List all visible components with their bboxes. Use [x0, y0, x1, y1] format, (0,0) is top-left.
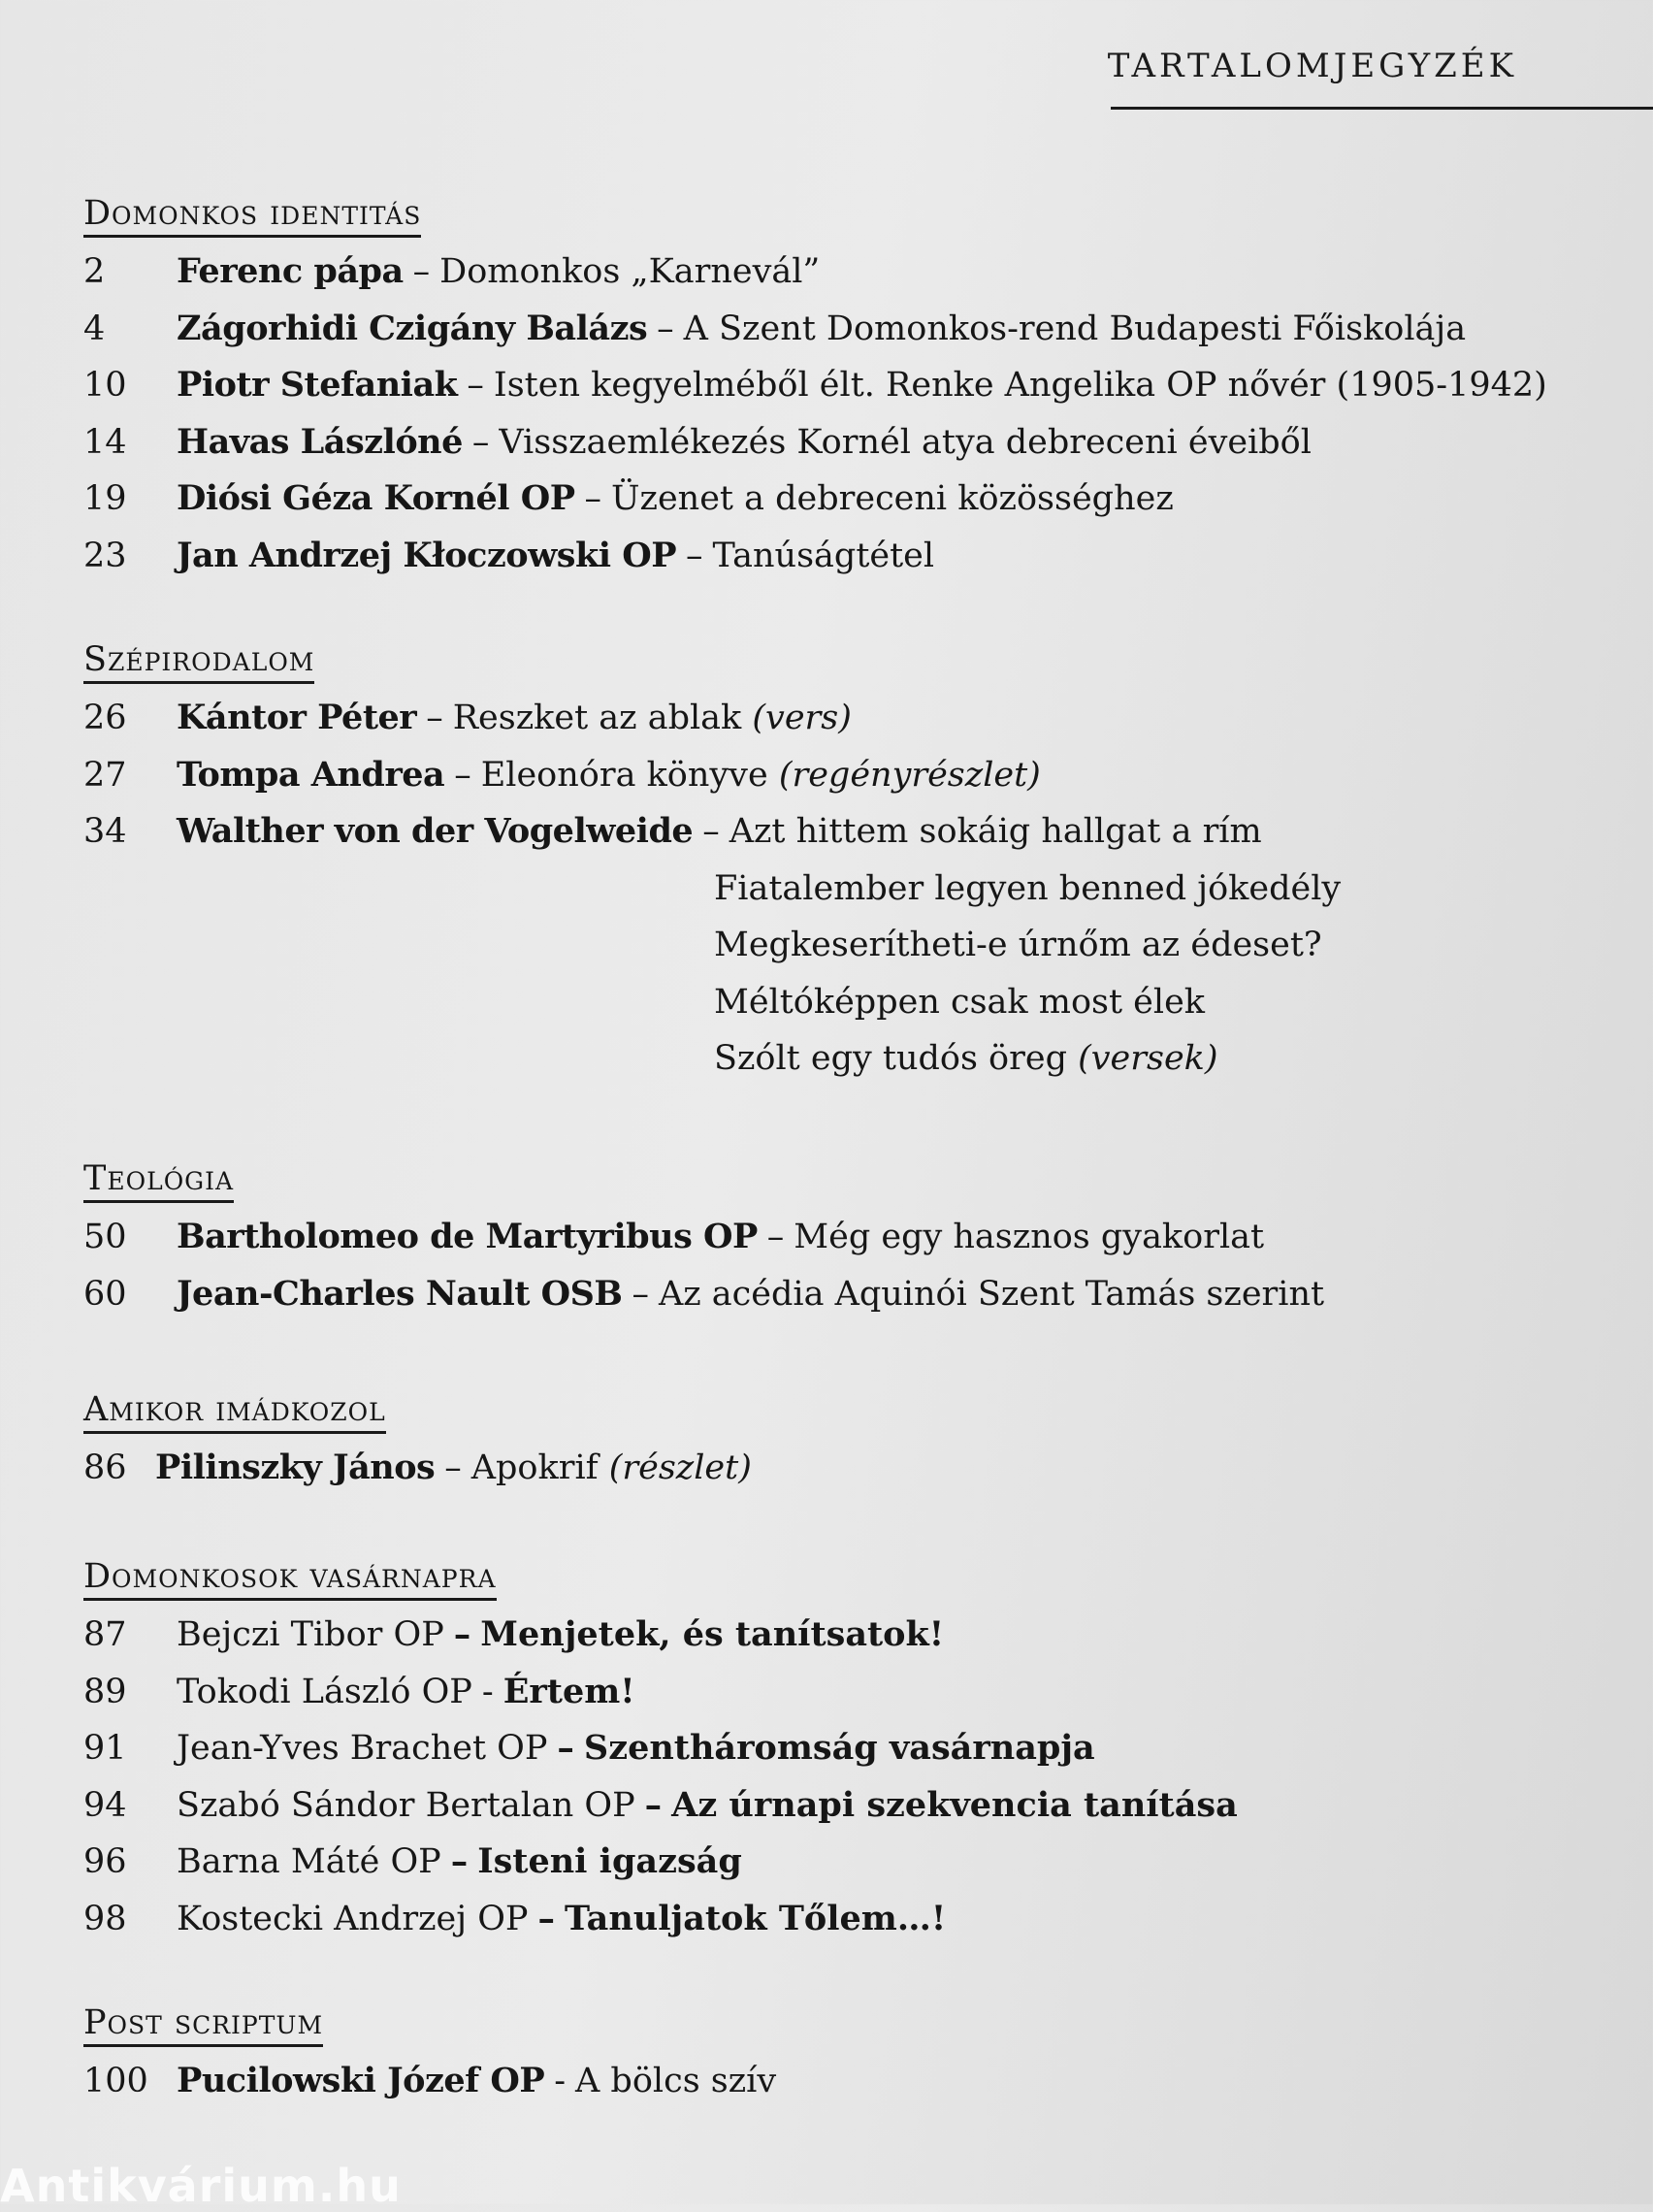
- genre-note: (vers): [752, 699, 852, 737]
- header-rule: [1111, 107, 1653, 110]
- poem-title: Szólt egy tudós öreg: [714, 1039, 1067, 1078]
- separator: –: [453, 1614, 471, 1654]
- author: Kostecki Andrzej OP: [177, 1899, 529, 1938]
- poem-title-line[interactable]: [83, 1030, 1577, 1088]
- article-title: Isteni igazság: [477, 1841, 742, 1881]
- genre-note: (versek): [1078, 1039, 1218, 1078]
- section-title: Szépirodalom: [83, 640, 314, 684]
- separator: –: [467, 366, 484, 405]
- separator: -: [554, 2062, 567, 2100]
- page-number: 10: [83, 366, 127, 405]
- author: Pilinszky János: [155, 1448, 436, 1487]
- toc-entry[interactable]: [83, 1440, 1577, 1497]
- article-title: Eleonóra könyve: [480, 755, 768, 795]
- genre-note: (részlet): [608, 1448, 752, 1487]
- author: Walther von der Vogelweide: [177, 811, 694, 851]
- section-post-scriptum: [83, 2003, 1577, 2110]
- poem-title: Fiatalember legyen benned jókedély: [714, 868, 1342, 908]
- article-title: Szentháromság vasárnapja: [583, 1728, 1095, 1768]
- toc-entry[interactable]: [83, 471, 1577, 528]
- toc-entry[interactable]: [83, 690, 1577, 747]
- separator: –: [412, 252, 431, 291]
- section-title: Domonkos identitás: [83, 194, 421, 238]
- separator: –: [766, 1218, 785, 1256]
- toc-entry[interactable]: [83, 1607, 1577, 1664]
- page-number: 89: [83, 1672, 127, 1711]
- section-teologia: [83, 1159, 1577, 1322]
- author: Diósi Géza Kornél OP: [177, 478, 575, 518]
- genre-note: (regényrészlet): [778, 755, 1041, 795]
- article-title: Azt hittem sokáig hallgat a rím: [729, 812, 1262, 851]
- article-title: Az acédia Aquinói Szent Tamás szerint: [658, 1274, 1325, 1314]
- toc-entry[interactable]: [83, 1209, 1577, 1266]
- toc-entry[interactable]: [83, 2053, 1577, 2110]
- separator: –: [584, 479, 602, 518]
- poem-title-line[interactable]: [83, 917, 1577, 974]
- article-title: Tanúságtétel: [712, 536, 935, 575]
- toc-entry[interactable]: [83, 1664, 1577, 1721]
- section-title: Domonkosok vasárnapra: [83, 1557, 497, 1601]
- author: Tompa Andrea: [177, 754, 445, 795]
- toc-entry[interactable]: [83, 803, 1577, 861]
- section-title: Amikor imádkozol: [83, 1390, 386, 1434]
- author: Jean-Yves Brachet OP: [177, 1729, 548, 1768]
- article-title: Apokrif: [470, 1448, 599, 1487]
- poem-title: Megkeserítheti-e úrnőm az édeset?: [714, 926, 1322, 964]
- page-number: 50: [83, 1218, 127, 1256]
- separator: –: [686, 536, 703, 575]
- article-title: Reszket az ablak: [452, 699, 742, 737]
- page-number: 2: [83, 252, 106, 291]
- separator: –: [644, 1784, 663, 1825]
- watermark: Antikvárium.hu: [0, 2160, 402, 2212]
- page-number: 60: [83, 1274, 127, 1314]
- toc-entry[interactable]: [83, 414, 1577, 472]
- page-number: 98: [83, 1899, 127, 1938]
- section-title: Teológia: [83, 1159, 234, 1203]
- author: Bartholomeo de Martyribus OP: [177, 1217, 758, 1256]
- poem-title-line[interactable]: [83, 861, 1577, 918]
- separator: –: [537, 1898, 555, 1938]
- page-number: 23: [83, 536, 127, 575]
- page-number: 87: [83, 1615, 127, 1654]
- separator: –: [454, 755, 471, 795]
- separator: -: [481, 1672, 494, 1711]
- page-number: 19: [83, 479, 127, 518]
- article-title: Visszaemlékezés Kornél atya debreceni éveiből: [499, 422, 1312, 462]
- page-number: 26: [83, 699, 127, 737]
- toc-entry[interactable]: [83, 244, 1577, 301]
- author: Szabó Sándor Bertalan OP: [177, 1785, 635, 1825]
- section-szepirodalom: [83, 640, 1577, 1088]
- section-title: Post scriptum: [83, 2003, 323, 2047]
- page-number: 91: [83, 1729, 127, 1768]
- author: Barna Máté OP: [177, 1842, 441, 1881]
- poem-title-line[interactable]: [83, 974, 1577, 1031]
- article-title: Isten kegyelméből élt. Renke Angelika OP nővér (1905-1942): [493, 366, 1547, 405]
- author: Kántor Péter: [177, 698, 417, 737]
- separator: –: [444, 1448, 462, 1487]
- running-head: TARTALOMJEGYZÉK: [1107, 47, 1517, 85]
- separator: –: [471, 422, 490, 462]
- article-title: Üzenet a debreceni közösséghez: [611, 479, 1174, 518]
- separator: –: [702, 812, 720, 851]
- article-title: Tanuljatok Tőlem…!: [564, 1898, 947, 1938]
- section-amikor-imadkozol: [83, 1390, 1577, 1497]
- separator: –: [450, 1841, 469, 1881]
- separator: –: [426, 699, 443, 737]
- toc-entry[interactable]: [83, 1720, 1577, 1777]
- author: Bejczi Tibor OP: [177, 1615, 444, 1654]
- section-domonkosok-vasarnapra: [83, 1557, 1577, 1947]
- author: Jan Andrzej Kłoczowski OP: [177, 535, 677, 575]
- article-title: Az úrnapi szekvencia tanítása: [671, 1784, 1238, 1825]
- page-number: 100: [83, 2062, 148, 2100]
- author: Pucilowski Józef OP: [177, 2061, 545, 2100]
- page-number: 27: [83, 755, 127, 795]
- section-domonkos-identitas: [83, 194, 1577, 584]
- toc-entry[interactable]: [83, 1891, 1577, 1948]
- page-number: 96: [83, 1842, 127, 1881]
- separator: –: [557, 1728, 574, 1768]
- page-number: 94: [83, 1785, 127, 1825]
- article-title: Domonkos „Karnevál”: [439, 252, 821, 291]
- toc-entry[interactable]: [83, 528, 1577, 585]
- author: Tokodi László OP: [177, 1672, 472, 1711]
- article-title: Menjetek, és tanítsatok!: [480, 1614, 945, 1654]
- page-number: 4: [83, 309, 106, 348]
- author: Jean-Charles Nault OSB: [177, 1273, 623, 1314]
- author: Havas Lászlóné: [177, 421, 463, 462]
- article-title: A bölcs szív: [575, 2062, 777, 2100]
- article-title: Értem!: [502, 1671, 635, 1711]
- page-number: 34: [83, 812, 127, 851]
- separator: –: [657, 309, 674, 348]
- article-title: A Szent Domonkos-rend Budapesti Főiskolája: [683, 309, 1467, 348]
- poem-title: Méltóképpen csak most élek: [714, 982, 1205, 1022]
- author: Ferenc pápa: [177, 251, 404, 291]
- toc-entry[interactable]: [83, 747, 1577, 804]
- page-number: 86: [83, 1448, 127, 1487]
- toc-entry[interactable]: [83, 301, 1577, 358]
- toc-entry[interactable]: [83, 357, 1577, 414]
- toc-entry[interactable]: [83, 1834, 1577, 1891]
- page-number: 14: [83, 422, 127, 462]
- toc-entry[interactable]: [83, 1266, 1577, 1323]
- toc-entry[interactable]: [83, 1777, 1577, 1835]
- author: Zágorhidi Czigány Balázs: [177, 308, 648, 348]
- article-title: Még egy hasznos gyakorlat: [794, 1218, 1265, 1256]
- separator: –: [632, 1274, 649, 1314]
- author: Piotr Stefaniak: [177, 365, 458, 405]
